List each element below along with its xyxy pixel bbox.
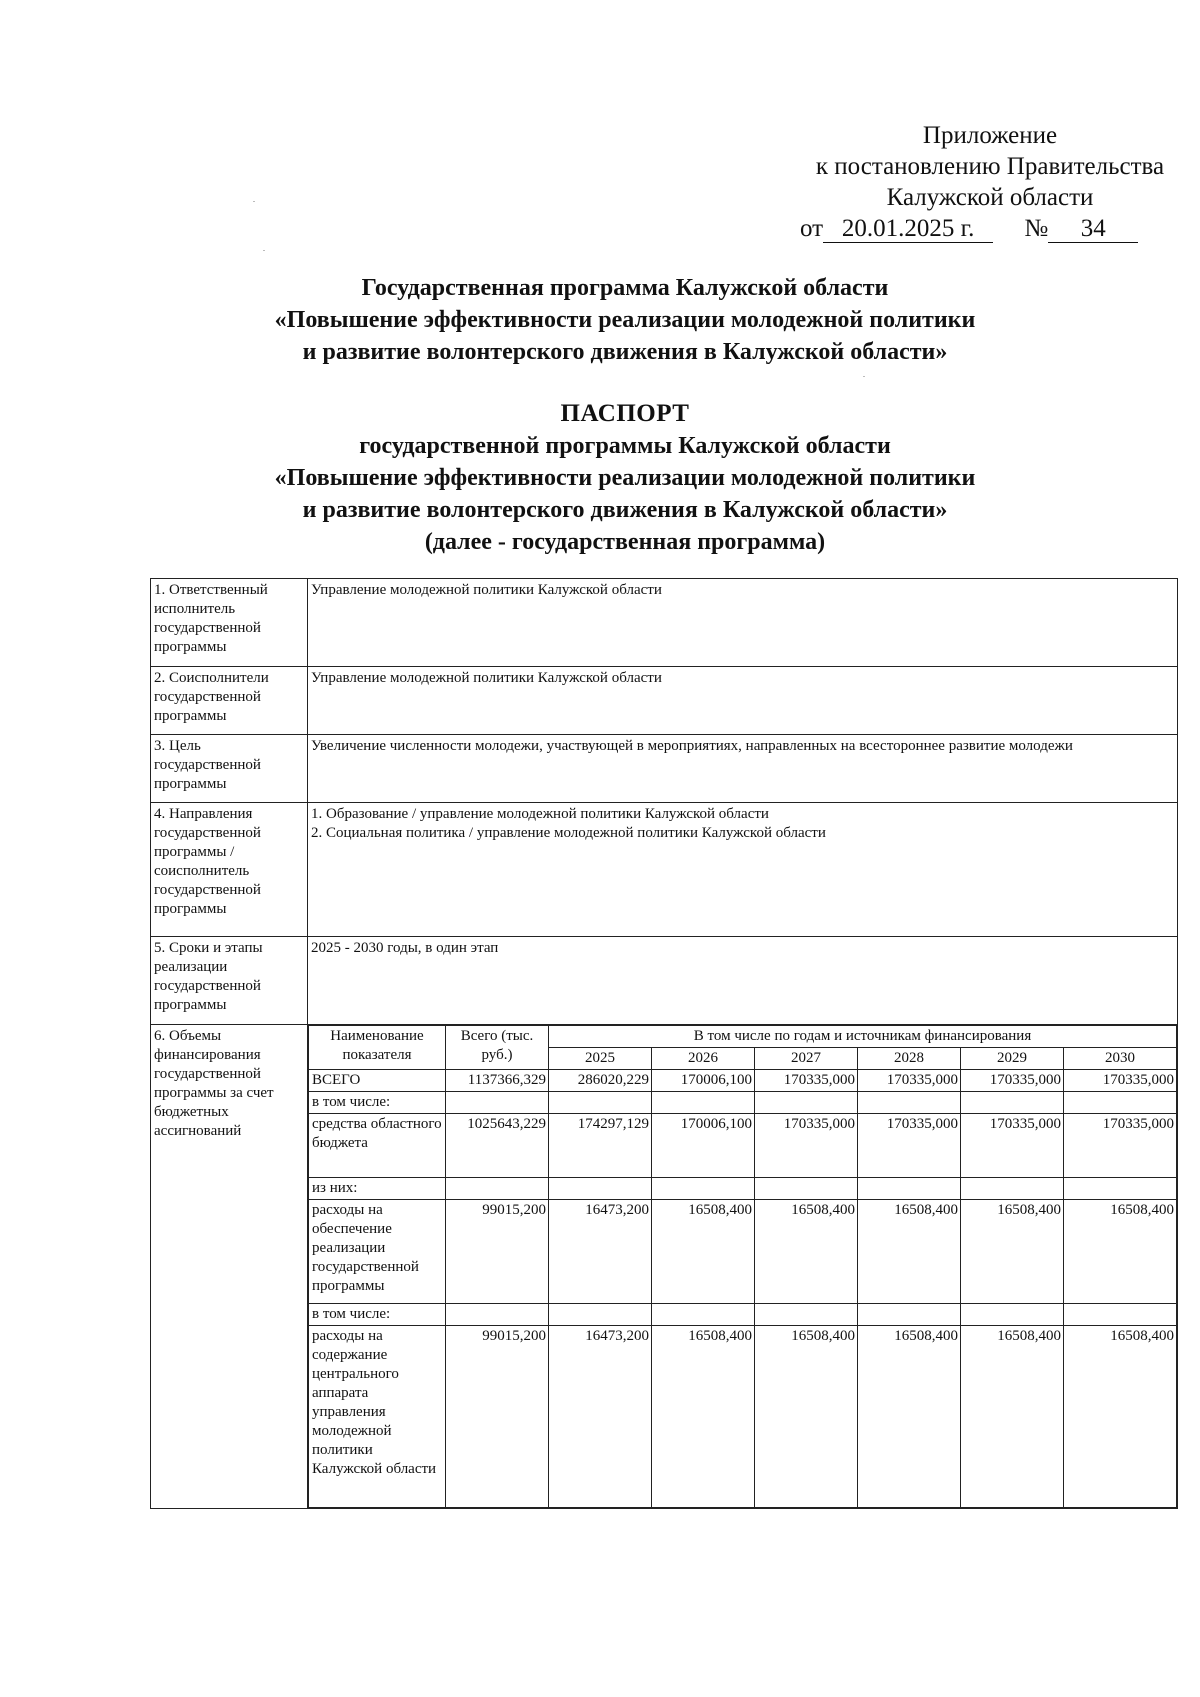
appendix-region: Калужской области	[886, 184, 1094, 211]
year-header: 2027	[755, 1048, 858, 1070]
fin-name: расходы на обеспечение реализации государственной программы	[309, 1200, 446, 1304]
table-row	[151, 803, 1178, 937]
table-row	[151, 667, 1178, 735]
col-total-header: Всего (тыс. руб.)	[446, 1026, 549, 1070]
appendix-block	[790, 120, 1190, 244]
row-value: 2025 - 2030 годы, в один этап	[308, 937, 1178, 1025]
fin-value: 16473,200	[549, 1200, 652, 1304]
fin-value: 170335,000	[755, 1114, 858, 1178]
fin-value: 16508,400	[1064, 1326, 1177, 1508]
appendix-title: Приложение	[922, 122, 1058, 149]
fin-name: в том числе:	[309, 1304, 446, 1326]
year-header: 2030	[1064, 1048, 1177, 1070]
fin-name: расходы на содержание центрального аппарата управления молодежной политики Калужской области	[309, 1326, 446, 1508]
passport-title-line1: государственной программы Калужской области	[359, 433, 891, 459]
appendix-resolution: к постановлению Правительства	[815, 153, 1165, 180]
fin-value: 16508,400	[755, 1200, 858, 1304]
passport-title	[150, 398, 1100, 558]
fin-name: из них:	[309, 1178, 446, 1200]
fin-row-of-them	[309, 1178, 1177, 1200]
fin-name: в том числе:	[309, 1092, 446, 1114]
row-label: 2. Соисполнители государственной программы	[151, 667, 308, 735]
fin-value: 16508,400	[858, 1200, 961, 1304]
direction-2: 2. Социальная политика / управление молодежной политики Калужской области	[311, 825, 826, 841]
year-header: 2026	[652, 1048, 755, 1070]
passport-heading: ПАСПОРТ	[560, 400, 690, 427]
fin-value: 174297,129	[549, 1114, 652, 1178]
program-title-line1: Государственная программа Калужской области	[361, 275, 889, 301]
document-number: 34	[1048, 216, 1138, 243]
document-date: 20.01.2025 г.	[823, 216, 993, 243]
fin-value: 286020,229	[549, 1070, 652, 1092]
fin-row-apparatus	[309, 1326, 1177, 1508]
program-title-line2: «Повышение эффективности реализации молодежной политики	[274, 307, 976, 333]
table-row	[151, 735, 1178, 803]
fin-value: 16508,400	[755, 1326, 858, 1508]
fin-name: ВСЕГО	[309, 1070, 446, 1092]
fin-header-row	[309, 1026, 1177, 1048]
fin-value: 170335,000	[858, 1070, 961, 1092]
fin-row-including	[309, 1304, 1177, 1326]
fin-value: 170335,000	[961, 1114, 1064, 1178]
program-title	[150, 272, 1100, 368]
passport-title-line3: и развитие волонтерского движения в Калужской области»	[302, 497, 948, 523]
table-row	[151, 579, 1178, 667]
appendix-date-number	[790, 213, 1190, 244]
scan-speck	[863, 376, 865, 377]
fin-value: 170335,000	[1064, 1114, 1177, 1178]
table-row	[151, 1025, 1178, 1509]
financing-cell	[308, 1025, 1178, 1509]
fin-total: 99015,200	[446, 1326, 549, 1508]
program-title-line3: и развитие волонтерского движения в Калужской области»	[302, 339, 948, 365]
row-value: Увеличение численности молодежи, участвующей в мероприятиях, направленных на всестороннее развитие молодежи	[308, 735, 1178, 803]
fin-value: 16508,400	[858, 1326, 961, 1508]
row-value	[308, 803, 1178, 937]
fin-row-including	[309, 1092, 1177, 1114]
row-label: 3. Цель государственной программы	[151, 735, 308, 803]
financing-table	[308, 1025, 1177, 1508]
fin-total: 99015,200	[446, 1200, 549, 1304]
direction-1: 1. Образование / управление молодежной политики Калужской области	[311, 806, 769, 822]
fin-value: 16508,400	[652, 1326, 755, 1508]
row-label: 4. Направления государственной программы / соисполнитель государственной программы	[151, 803, 308, 937]
fin-value: 16508,400	[1064, 1200, 1177, 1304]
fin-value: 170335,000	[961, 1070, 1064, 1092]
scan-speck	[263, 250, 265, 251]
number-prefix: №	[1024, 215, 1049, 242]
col-years-header: В том числе по годам и источникам финансирования	[549, 1026, 1177, 1048]
fin-row-regional	[309, 1114, 1177, 1178]
fin-value: 170006,100	[652, 1070, 755, 1092]
fin-value: 170335,000	[755, 1070, 858, 1092]
fin-name: средства областного бюджета	[309, 1114, 446, 1178]
year-header: 2028	[858, 1048, 961, 1070]
fin-value: 16508,400	[961, 1200, 1064, 1304]
row-label: 5. Сроки и этапы реализации государственной программы	[151, 937, 308, 1025]
date-prefix: от	[800, 215, 824, 242]
fin-row-total	[309, 1070, 1177, 1092]
row-value: Управление молодежной политики Калужской области	[308, 579, 1178, 667]
fin-value: 170335,000	[858, 1114, 961, 1178]
scan-speck	[253, 201, 255, 202]
col-name-header: Наименование показателя	[309, 1026, 446, 1070]
passport-title-line2: «Повышение эффективности реализации молодежной политики	[274, 465, 976, 491]
passport-table	[150, 578, 1178, 1509]
fin-row-support	[309, 1200, 1177, 1304]
row-value: Управление молодежной политики Калужской области	[308, 667, 1178, 735]
year-header: 2025	[549, 1048, 652, 1070]
passport-title-line4: (далее - государственная программа)	[424, 529, 826, 555]
year-header: 2029	[961, 1048, 1064, 1070]
fin-value: 170006,100	[652, 1114, 755, 1178]
fin-value: 16508,400	[961, 1326, 1064, 1508]
table-row	[151, 937, 1178, 1025]
fin-value: 16508,400	[652, 1200, 755, 1304]
fin-total: 1025643,229	[446, 1114, 549, 1178]
row-label: 6. Объемы финансирования государственной программы за счет бюджетных ассигнований	[151, 1025, 308, 1509]
fin-total: 1137366,329	[446, 1070, 549, 1092]
fin-value: 16473,200	[549, 1326, 652, 1508]
row-label: 1. Ответственный исполнитель государственной программы	[151, 579, 308, 667]
fin-value: 170335,000	[1064, 1070, 1177, 1092]
